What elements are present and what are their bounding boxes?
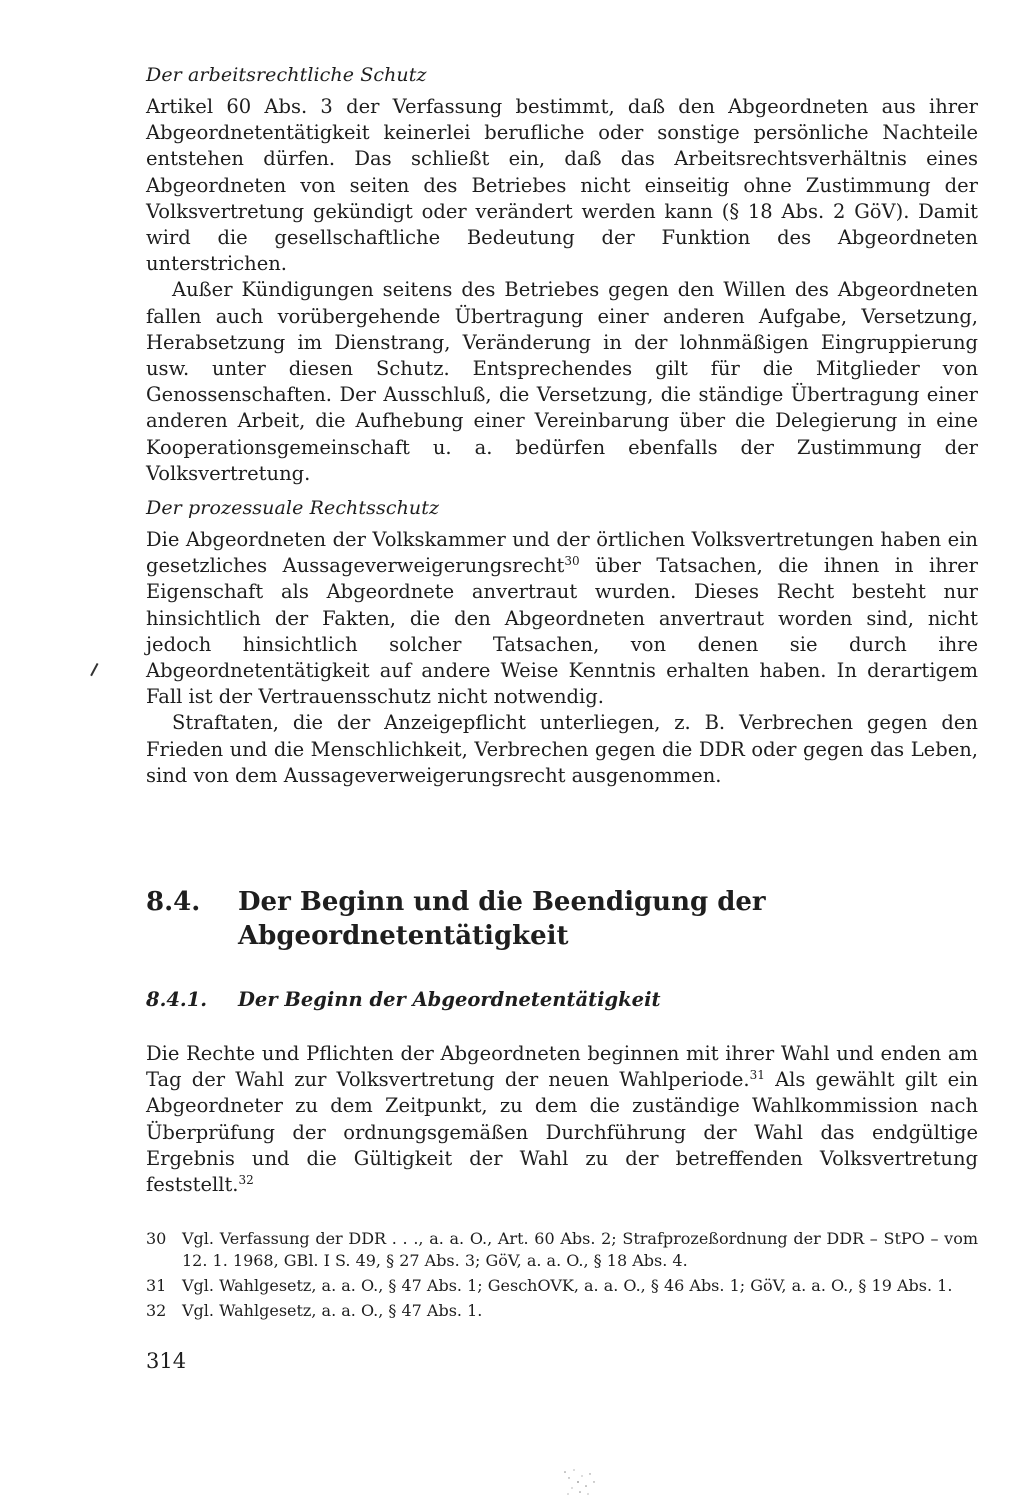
footnote-ref[interactable]: 31 [749, 1068, 765, 1083]
footnote-number: 32 [146, 1301, 167, 1321]
text-run: Die Abgeordneten der Volkskammer und der örtlichen Volksvertretungen haben ein gesetzliches Aussageverweigerungsrecht [146, 528, 978, 578]
paragraph: Artikel 60 Abs. 3 der Verfassung bestimmt, daß den Abgeordneten aus ihrer Abgeordnetentätigkeit keinerlei berufliche oder sonstige persönliche Nachteile entstehen dürfen. Das schließt ein, daß das Arbeitsrechtsverhältnis eines Abgeordneten von seiten des Betriebes nicht einseitig ohne Zustimmung der Volksvertretung gekündigt oder verändert werden kann (§ 18 Abs. 2 GöV). Damit wird die gesellschaftliche Bedeutung der Funktion des Abgeordneten unterstrichen. [146, 95, 978, 276]
paragraph: Straftaten, die der Anzeigepflicht unterliegen, z. B. Verbrechen gegen den Frieden und die Menschlichkeit, Verbrechen gegen die DDR oder gegen das Leben, sind von dem Aussageverweigerungsrecht ausgenommen. [146, 711, 978, 787]
chapter-number: 8.4. [146, 887, 201, 918]
subsection-number: 8.4.1. [146, 988, 208, 1012]
footnotes [146, 1228, 978, 1322]
page-number: 314 [146, 1349, 187, 1374]
chapter-heading [146, 885, 978, 953]
text-run: über Tatsachen, die ihnen in ihrer Eigenschaft als Abgeordnete anvertraut wurden. Dieses Recht besteht nur hinsichtlich der Fakten, die den Abgeordneten anvertraut worden sind, nicht jedoch hinsichtlich solcher Tatsachen, von denen sie durch ihre Abgeordnetentätigkeit auf andere Weise Kenntnis erhalten haben. In derartigem Fall ist der Vertrauensschutz nicht notwendig. [146, 554, 978, 709]
footnote [146, 1300, 978, 1322]
footnote [146, 1275, 978, 1297]
footnote-ref[interactable]: 32 [238, 1173, 254, 1188]
subsection-heading [146, 987, 978, 1013]
scan-noise-specks [560, 1462, 610, 1502]
footnote-text: Vgl. Wahlgesetz, a. a. O., § 47 Abs. 1. [182, 1301, 483, 1321]
footnote-text: Vgl. Wahlgesetz, a. a. O., § 47 Abs. 1; GeschOVK, a. a. O., § 46 Abs. 1; GöV, a. a. O., § 19 Abs. 1. [182, 1276, 953, 1296]
subsection-title: Der Beginn der Abgeordnetentätigkeit [238, 988, 661, 1012]
paragraph [146, 527, 978, 710]
page-body [146, 62, 978, 1374]
margin-pencil-mark [90, 663, 104, 679]
footnote [146, 1228, 978, 1272]
footnote-text: Vgl. Verfassung der DDR . . ., a. a. O., Art. 60 Abs. 2; Strafprozeßordnung der DDR – StPO – vom 12. 1. 1968, GBl. I S. 49, § 27 Abs. 3; GöV, a. a. O., § 18 Abs. 4. [182, 1229, 978, 1271]
section-heading-arbeitsrechtlicher-schutz: Der arbeitsrechtliche Schutz [146, 64, 427, 86]
text-run: Als gewählt gilt ein Abgeordneter zu dem Zeitpunkt, zu dem die zuständige Wahlkommission nach Überprüfung der ordnungsgemäßen Durchführung der Wahl das endgültige Ergebnis und die Gültigkeit der Wahl zu der betreffenden Volksvertretung feststellt. [146, 1068, 979, 1197]
chapter-title: Der Beginn und die Beendigung der Abgeordnetentätigkeit [238, 887, 766, 952]
footnote-number: 31 [146, 1276, 167, 1296]
footnote-ref[interactable]: 30 [564, 554, 580, 569]
section-heading-prozessualer-rechtsschutz: Der prozessuale Rechtsschutz [146, 497, 440, 520]
footnote-number: 30 [146, 1229, 167, 1249]
paragraph: Außer Kündigungen seitens des Betriebes gegen den Willen des Abgeordneten fallen auch vorübergehende Übertragung einer anderen Aufgabe, Versetzung, Herabsetzung im Dienstrang, Veränderung in der lohnmäßigen Eingruppierung usw. unter diesen Schutz. Entsprechendes gilt für die Mitglieder von Genossenschaften. Der Ausschluß, die Versetzung, die ständige Übertragung einer anderen Arbeit, die Aufhebung einer Vereinbarung über die Delegierung in eine Kooperationsgemeinschaft u. a. bedürfen ebenfalls der Zustimmung der Volksvertretung. [146, 278, 978, 485]
text-run: Die Rechte und Pflichten der Abgeordneten beginnen mit ihrer Wahl und enden am Tag der Wahl zur Volksvertretung der neuen Wahlperiode. [146, 1042, 978, 1092]
paragraph [146, 1041, 978, 1198]
